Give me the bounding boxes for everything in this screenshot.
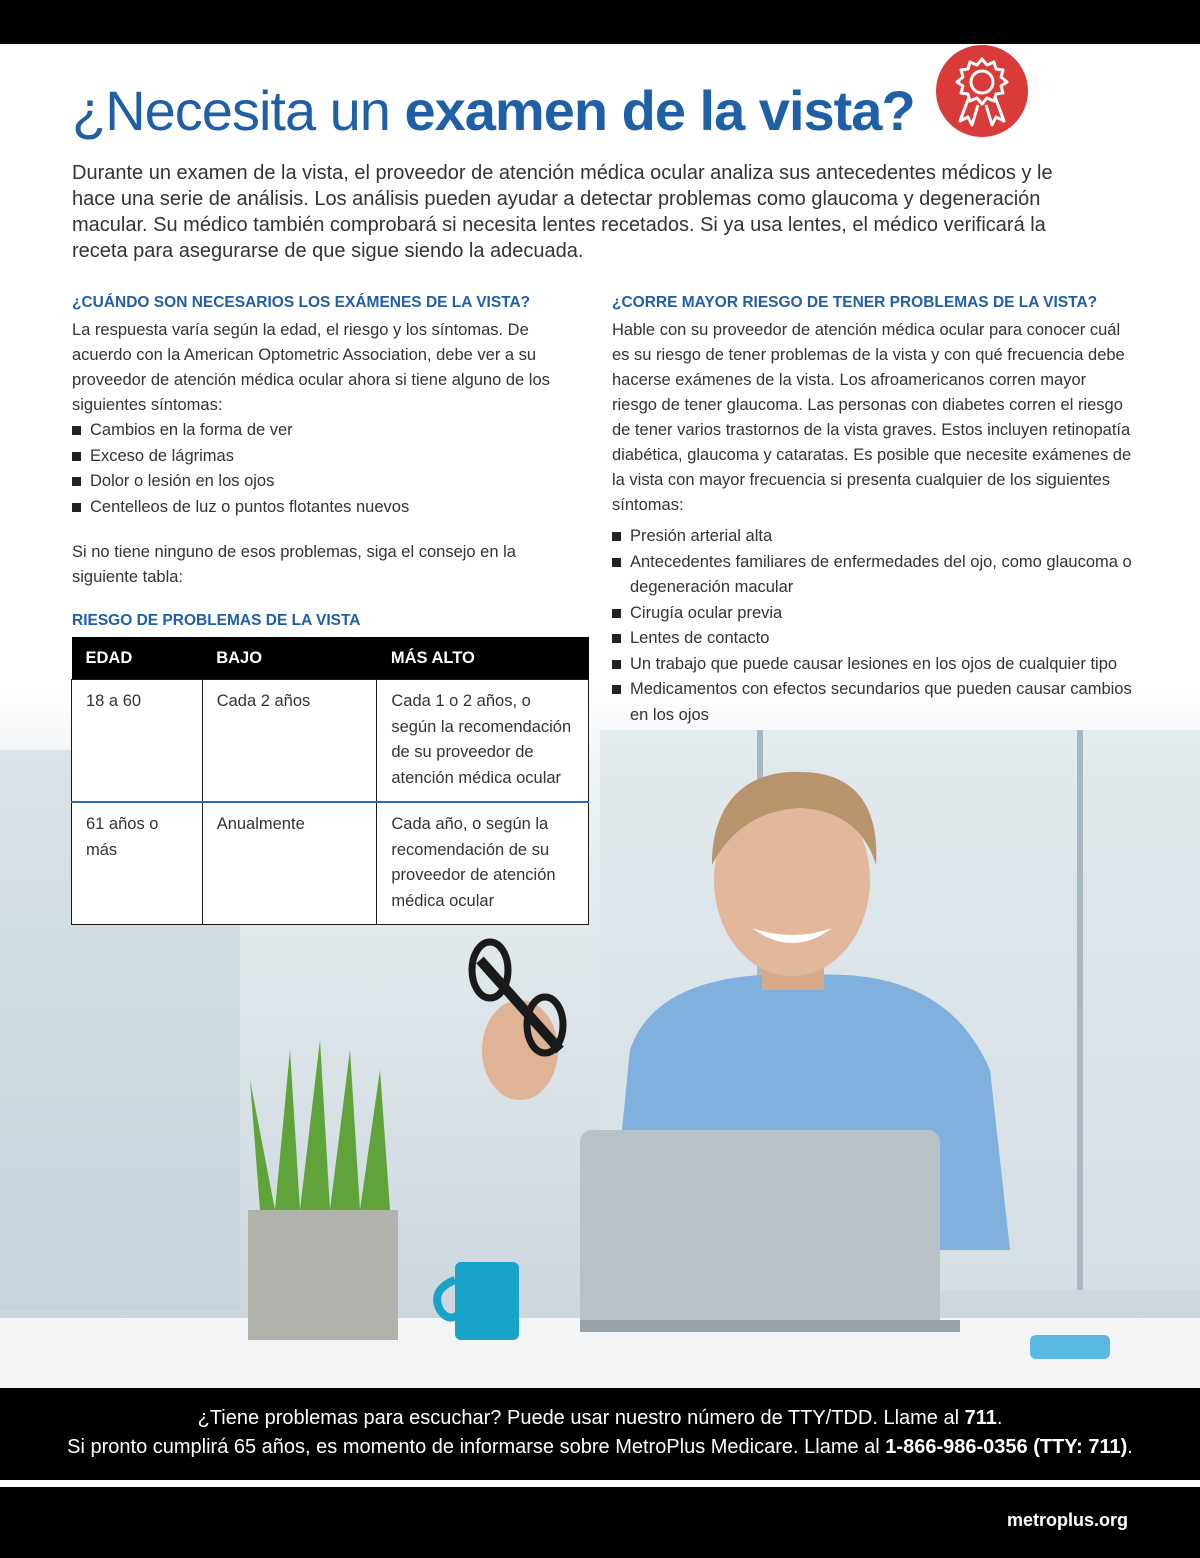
medicare-text: Si pronto cumplirá 65 años, es momento de informarse sobre MetroPlus Medicare. Llame al [67, 1436, 886, 1458]
medicare-phone: 1-866-986-0356 (TTY: 711) [885, 1436, 1128, 1458]
list-item: Exceso de lágrimas [72, 444, 592, 470]
footer-banner [0, 1388, 1200, 1480]
table-row [72, 802, 589, 925]
list-item: Cambios en la forma de ver [72, 418, 592, 444]
risk-table [71, 637, 589, 925]
tty-end: . [996, 1407, 1003, 1429]
list-item: Un trabajo que puede causar lesiones en los ojos de cualquier tipo [612, 652, 1132, 678]
table-header-row [72, 637, 589, 680]
table-cell: 61 años o más [72, 802, 203, 925]
page-title-bold: examen de la vista? [404, 79, 915, 142]
column-header: MÁS ALTO [377, 637, 589, 680]
list-item: Medicamentos con efectos secundarios que pueden causar cambios en los ojos [612, 677, 1132, 728]
tty-text: ¿Tiene problemas para escuchar? Puede usar nuestro número de TTY/TDD. Llame al [197, 1407, 965, 1429]
table-cell: Cada 1 o 2 años, o según la recomendación de su proveedor de atención médica ocular [377, 680, 589, 803]
symptom-list [72, 418, 592, 520]
award-ribbon-icon [936, 45, 1028, 137]
column-header: BAJO [202, 637, 377, 680]
list-item: Dolor o lesión en los ojos [72, 469, 592, 495]
list-item: Centelleos de luz o puntos flotantes nuevos [72, 495, 592, 521]
list-item: Presión arterial alta [612, 524, 1132, 550]
bottom-bar [0, 1487, 1200, 1558]
award-ribbon-icon-glyph [936, 45, 1028, 137]
column-header: EDAD [72, 637, 203, 680]
page-title-light: ¿Necesita un [72, 79, 405, 142]
risk-body: Hable con su proveedor de atención médica ocular para conocer cuál es su riesgo de tener problemas de la vista y con qué frecuencia debe hacerse exámenes de la vista. Los afroamericanos corren mayor riesgo de tener glaucoma. Las personas con diabetes corren el riesgo de tener varios trastornos de la vista graves. Estos incluyen retinopatía diabética, glaucoma y cataratas. Es posible que necesite exámenes de la vista con mayor frecuencia si presenta cualquier de los siguientes síntomas: [612, 321, 1132, 514]
list-item: Antecedentes familiares de enfermedades del ojo, como glaucoma o degeneración macular [612, 550, 1132, 601]
website-link[interactable]: metroplus.org [1006, 1510, 1128, 1530]
table-cell: 18 a 60 [72, 680, 203, 803]
medicare-end: . [1127, 1436, 1133, 1458]
page-title [72, 78, 915, 143]
when-heading: ¿CUÁNDO SON NECESARIOS LOS EXÁMENES DE LA VISTA? [72, 294, 531, 311]
risk-factor-list [612, 524, 1132, 728]
table-title: RIESGO DE PROBLEMAS DE LA VISTA [72, 612, 361, 629]
intro-paragraph: Durante un examen de la vista, el proveedor de atención médica ocular analiza sus antecedentes médicos y le hace una serie de análisis. Los análisis pueden ayudar a detectar problemas como glaucoma y degeneración macular. Su médico también comprobará si necesita lentes recetados. Si ya usa lentes, el médico verificará la receta para asegurarse de que sigue siendo la adecuada. [72, 162, 1053, 262]
risk-heading: ¿CORRE MAYOR RIESGO DE TENER PROBLEMAS DE LA VISTA? [612, 294, 1098, 311]
table-cell: Cada año, o según la recomendación de su proveedor de atención médica ocular [377, 802, 589, 925]
when-body: La respuesta varía según la edad, el riesgo y los síntomas. De acuerdo con la American Optometric Association, debe ver a su proveedor de atención médica ocular ahora si tiene alguno de los siguientes síntomas: [72, 321, 550, 414]
table-cell: Cada 2 años [202, 680, 377, 803]
tty-line [0, 1388, 1200, 1433]
table-advice: Si no tiene ninguno de esos problemas, siga el consejo en la siguiente tabla: [72, 543, 516, 586]
tty-number: 711 [964, 1407, 997, 1429]
list-item: Lentes de contacto [612, 626, 1132, 652]
list-item: Cirugía ocular previa [612, 601, 1132, 627]
medicare-line [0, 1433, 1200, 1462]
table-cell: Anualmente [202, 802, 377, 925]
top-bar [0, 0, 1200, 44]
table-row [72, 680, 589, 803]
